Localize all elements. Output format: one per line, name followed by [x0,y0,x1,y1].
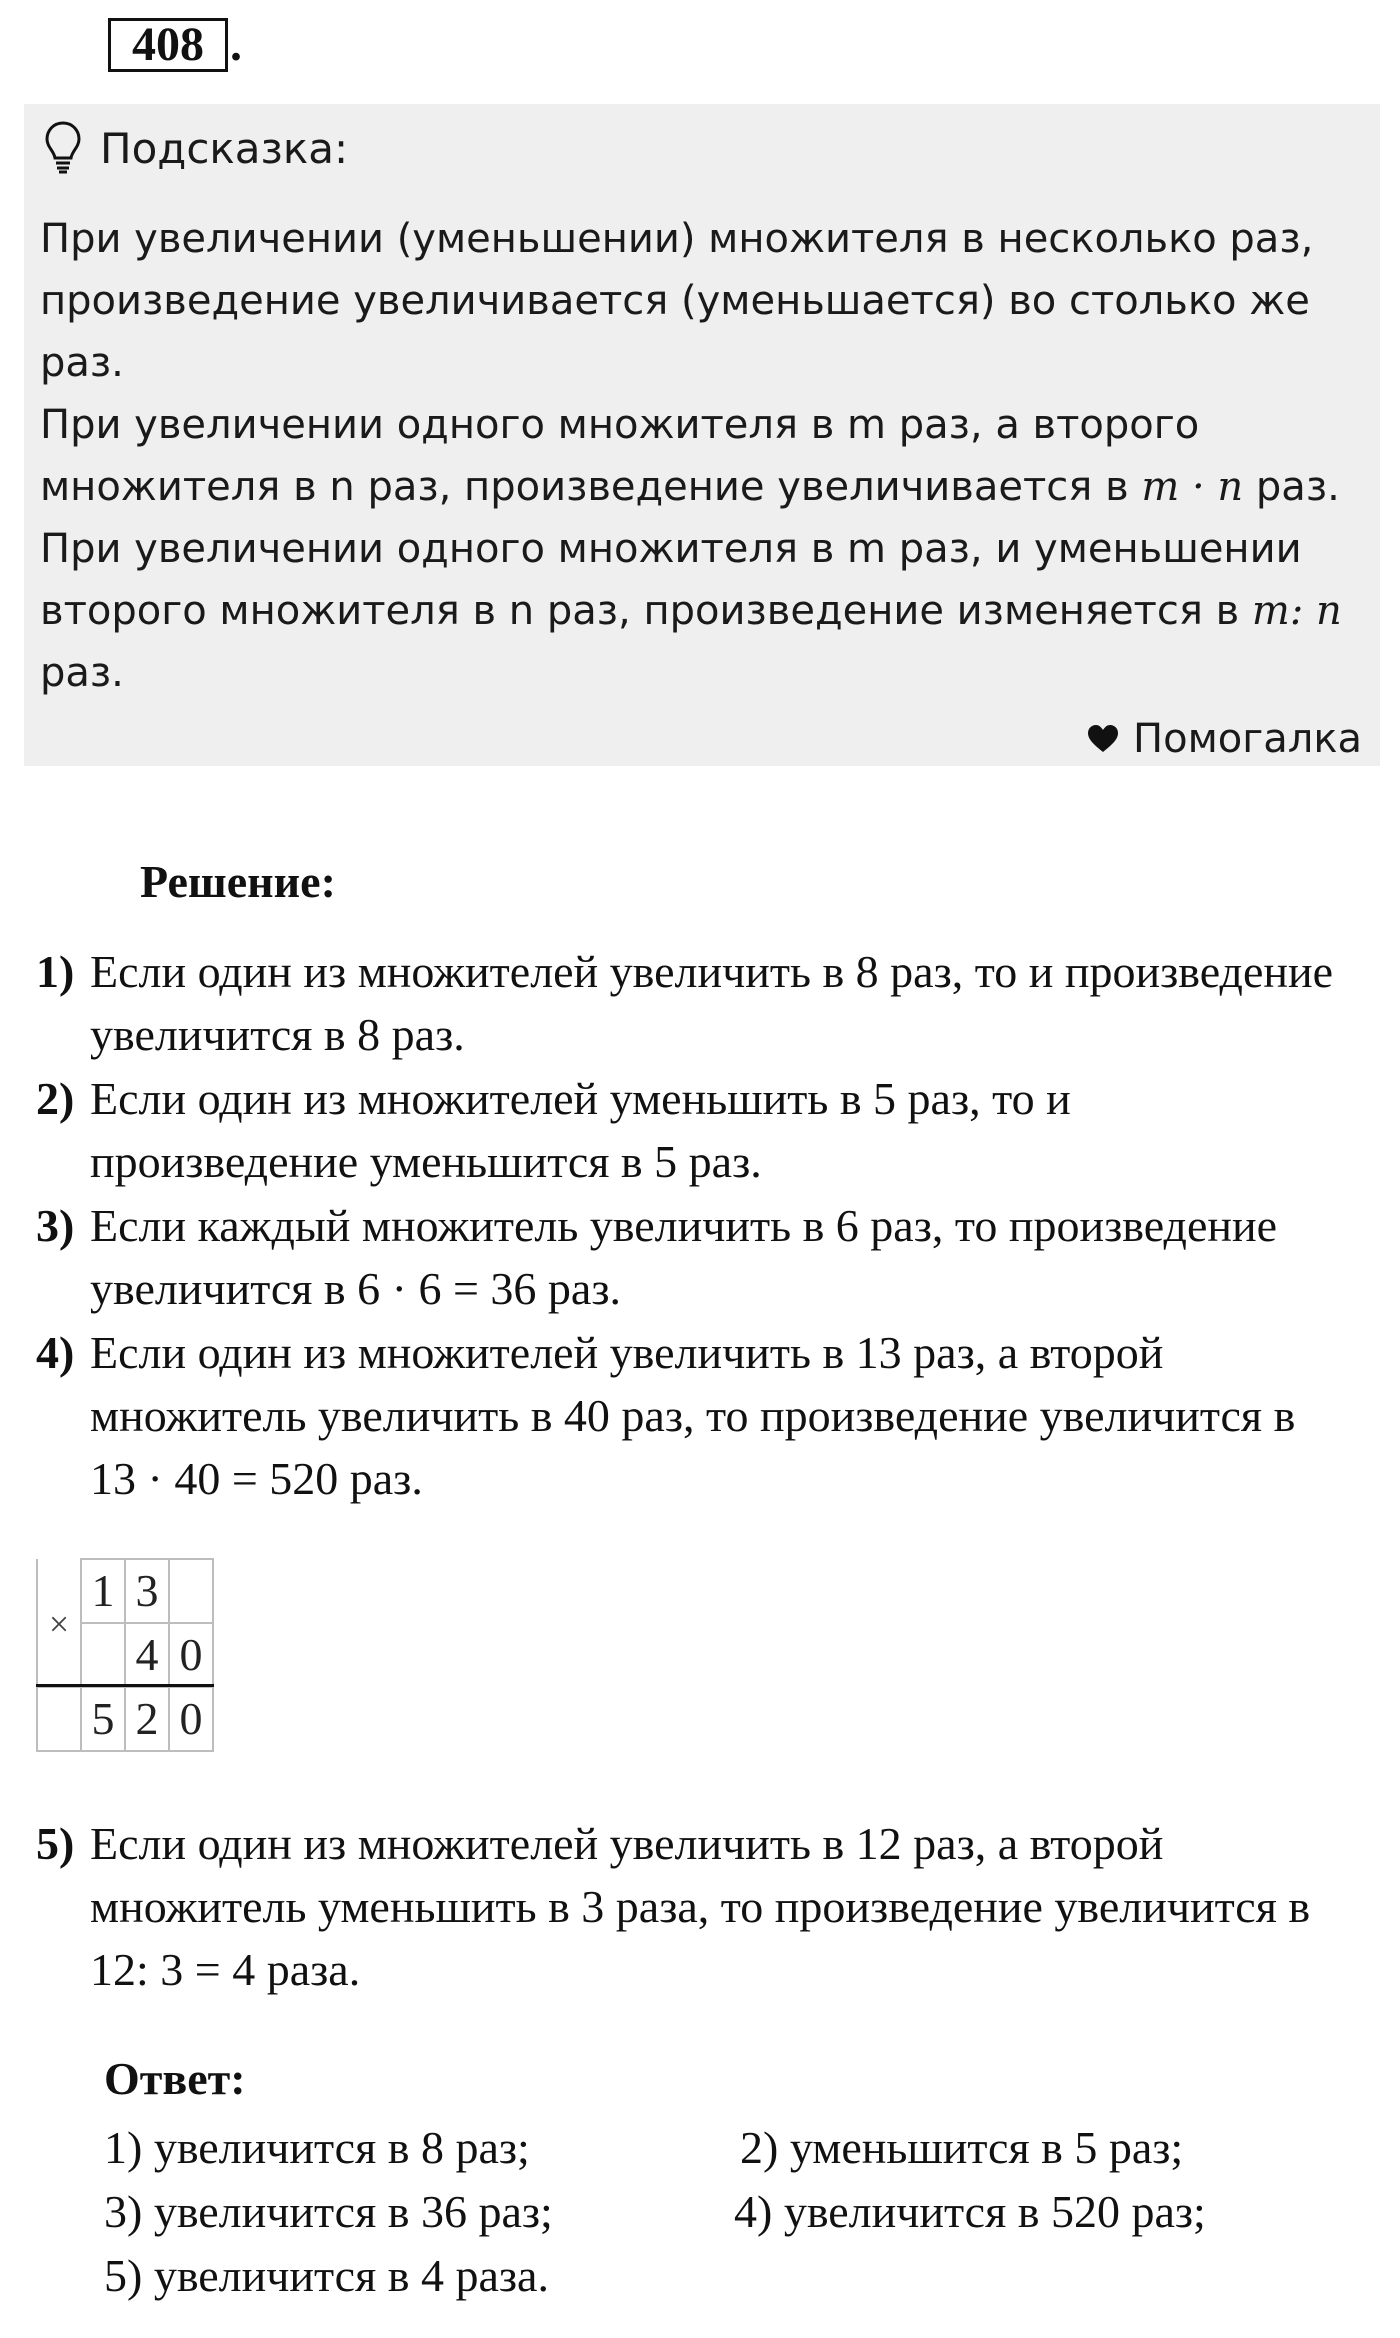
hint-body [40,208,1370,704]
digit-cell: 1 [81,1559,125,1623]
exercise-number: 408 [108,18,228,72]
digit-cell: 5 [81,1687,125,1751]
answer-item: 1) увеличится в 8 раз; [104,2122,530,2173]
digit-cell: 0 [169,1623,213,1687]
answer-item: 4) увеличится в 520 раз; [734,2186,1206,2237]
digit-cell: 0 [169,1687,213,1751]
result-rule [36,1684,214,1687]
answer-item: 5) увеличится в 4 раза. [104,2250,549,2301]
digit-cell [81,1623,125,1687]
exercise-number-dot: . [230,18,242,71]
solution-step-5: 5) Если один из множителей увеличить в 12 раз, а второй множитель уменьшить в 3 раза, то произведение увеличится в 12: 3 = 4 раза. [36,1818,1311,1995]
solution-steps [36,940,1336,1511]
answer-item: 2) уменьшится в 5 раз; [740,2122,1184,2173]
digit-cell: 2 [125,1687,169,1751]
solution-step: 3) Если каждый множитель увеличить в 6 раз, то произведение увеличится в 6 · 6 = 36 раз. [36,1200,1278,1314]
solution-title: Решение: [140,856,336,907]
hint-title: Подсказка: [100,123,349,173]
digit-cell: 3 [125,1559,169,1623]
solution-step: 1) Если один из множителей увеличить в 8 раз, то и произведение увеличится в 8 раз. [36,946,1334,1060]
digit-cell [169,1559,213,1623]
solution-step: 4) Если один из множителей увеличить в 13 раз, а второй множитель увеличить в 40 раз, то произведение увеличится в 13 · 40 = 520 раз. [36,1327,1296,1504]
answer-item: 3) увеличится в 36 раз; [104,2186,553,2237]
column-multiplication [36,1558,214,1752]
hint-rule-3: При увеличении одного множителя в m раз, и уменьшении второго множителя в n раз, произведение изменяется в 𝑚: 𝑛 раз. [40,526,1342,696]
multiply-sign: × [37,1559,81,1687]
digit-cell: 4 [125,1623,169,1687]
lightbulb-icon [44,120,82,176]
hint-rule-2: При увеличении одного множителя в m раз, а второго множителя в n раз, произведение увеличивается в 𝑚 · 𝑛 раз. [40,402,1340,510]
heart-icon [1087,724,1119,754]
hint-header [44,118,348,178]
answer-title: Ответ: [104,2053,246,2104]
credit [1087,716,1362,762]
credit-label: Помогалка [1133,716,1362,762]
hint-panel [24,104,1380,766]
solution-step: 2) Если один из множителей уменьшить в 5 раз, то и произведение уменьшится в 5 раз. [36,1073,1071,1187]
hint-rule-1: При увеличении (уменьшении) множителя в несколько раз, произведение увеличивается (уменьшается) во столько же раз. [40,216,1314,386]
empty-cell [37,1687,81,1751]
